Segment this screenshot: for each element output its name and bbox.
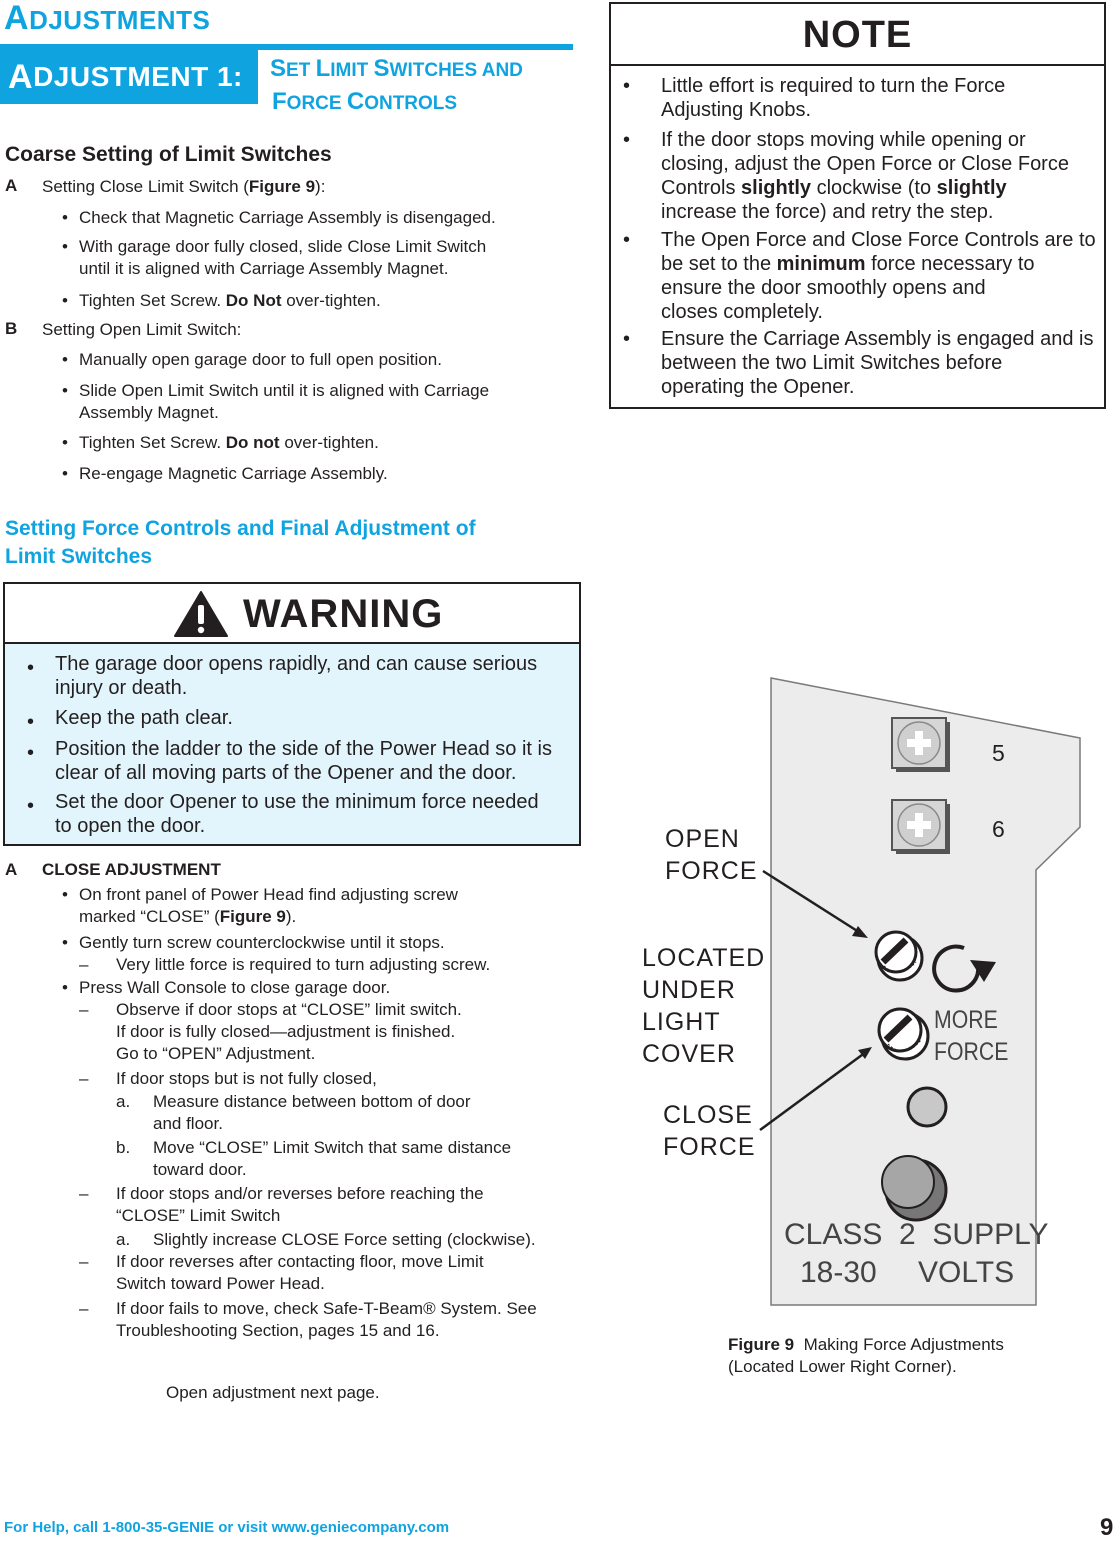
screw-6-icon [892,800,950,854]
bullet: • [27,711,35,733]
volts-label: VOLTS [918,1256,1015,1289]
bullet: • [62,885,68,904]
open-force-label: OPEN FORCE [665,825,758,885]
note-item-1: Little effort is required to turn the Force Adjusting Knobs. [661,75,1006,121]
bullet: • [27,795,35,817]
step-b-bullet-4: Re-engage Magnetic Carriage Assembly. [79,464,388,483]
bullet: • [62,291,68,310]
bullet: • [623,75,631,97]
close-adj-letter: A [5,860,18,879]
close-adj-sub-b: Move “CLOSE” Limit Switch that same distance toward door. [153,1138,512,1179]
sub-label-b: b. [116,1138,131,1157]
dash: – [79,955,89,974]
screw-6-label: 6 [992,816,1005,842]
coarse-heading: Coarse Setting of Limit Switches [5,143,332,166]
warning-item-2: Keep the path clear. [55,707,233,729]
step-a-bullet-3: Tighten Set Screw. Do Not over-tighten. [79,291,381,310]
warning-label: WARNING [243,592,444,636]
figure-9-caption: Figure 9 Making Force Adjustments (Located Lower Right Corner). [728,1335,1004,1376]
dash: – [79,1299,89,1318]
sub-label-a: a. [116,1230,131,1249]
note-item-3: The Open Force and Close Force Controls are to be set to the minimum force necessary to ensure the door smoothly opens and closes completely. [661,229,1096,323]
bullet: • [623,328,631,350]
close-adj-title: CLOSE ADJUSTMENT [42,860,221,879]
note-label: NOTE [802,14,913,56]
page-number: 9 [1100,1514,1114,1541]
screw-5-icon [892,718,950,772]
bullet: • [62,978,68,997]
dash: – [79,1184,89,1203]
bullet: • [62,208,68,227]
step-b-text: Setting Open Limit Switch: [42,320,242,339]
warning-header [5,584,579,644]
step-a-bullet-2: With garage door fully closed, slide Close Limit Switch until it is aligned with Carriage Assembly Magnet. [79,237,487,278]
section-title: ADJUSTMENTS [4,0,211,37]
light-cover-label: LOCATED UNDER LIGHT COVER [642,944,766,1068]
dash: – [79,1000,89,1019]
close-adj-dash-6: If door fails to move, check Safe-T-Beam® System. See Troubleshooting Section, pages 15 and 16. [116,1299,537,1340]
sub-label-a: a. [116,1092,131,1111]
bullet: • [27,742,35,764]
warning-item-4: Set the door Opener to use the minimum force needed to open the door. [55,791,539,837]
bullet: • [623,129,631,151]
screw-5-label: 5 [992,740,1005,766]
indicator-light-icon [908,1088,946,1126]
step-b-bullet-3: Tighten Set Screw. Do not over-tighten. [79,433,379,452]
note-box [609,2,1106,409]
bullet: • [62,464,68,483]
bullet: • [623,229,631,251]
adjustment-1-banner: A DJUSTMENT 1: [0,50,258,104]
close-adj-sub-a2: Slightly increase CLOSE Force setting (clockwise). [153,1230,536,1249]
close-adj-dash-4: If door stops and/or reverses before reaching the “CLOSE” Limit Switch [116,1184,484,1225]
note-header [611,4,1104,66]
dash: – [79,1252,89,1271]
more-force-label: MORE FORCE [934,1006,1009,1066]
continued-note: Open adjustment next page. [166,1383,380,1402]
warning-box [3,582,581,846]
close-adj-dash-5: If door reverses after contacting floor, move Limit Switch toward Power Head. [116,1252,484,1293]
step-b-bullet-1: Manually open garage door to full open position. [79,350,442,369]
force-controls-heading: Setting Force Controls and Final Adjustment of Limit Switches [5,517,476,568]
step-letter-b: B [5,319,18,338]
bullet: • [62,237,68,256]
warning-item-1: The garage door opens rapidly, and can cause serious injury or death. [55,653,538,699]
step-b-bullet-2: Slide Open Limit Switch until it is aligned with Carriage Assembly Magnet. [79,381,490,422]
help-footer: For Help, call 1-800-35-GENIE or visit www.geniecompany.com [4,1519,450,1536]
bullet: • [62,381,68,400]
voltage-range-label: 18-30 [800,1256,877,1289]
note-item-2: If the door stops moving while opening or closing, adjust the Open Force or Close Force Controls slightly clockwise (to slightly increase the force) and retry the step. [661,129,1069,223]
close-adj-bullet-3: Press Wall Console to close garage door. [79,978,391,997]
close-adj-dash-2: Observe if door stops at “CLOSE” limit switch. If door is fully closed—adjustment is finished. Go to “OPEN” Adjustment. [116,1000,462,1063]
note-item-4: Ensure the Carriage Assembly is engaged and is between the two Limit Switches before operating the Opener. [661,328,1094,398]
close-force-label: CLOSE FORCE [663,1101,756,1161]
step-a-bullet-1: Check that Magnetic Carriage Assembly is disengaged. [79,208,496,227]
close-adj-dash-1: Very little force is required to turn adjusting screw. [116,955,491,974]
dash: – [79,1069,89,1088]
bullet: • [62,350,68,369]
close-adj-sub-a: Measure distance between bottom of door and floor. [153,1092,471,1133]
step-letter-a: A [5,176,18,195]
close-adj-dash-3: If door stops but is not fully closed, [116,1069,377,1088]
bullet: • [62,933,68,952]
adjustment-1-subtitle: SET LIMIT SWITCHES AND FORCE CONTROLS [270,55,523,115]
class-supply-label: CLASS 2 SUPPLY [784,1218,1049,1251]
bullet: • [27,657,35,679]
warning-triangle-icon [173,590,229,638]
close-adj-bullet-1: On front panel of Power Head find adjusting screw marked “CLOSE” (Figure 9). [79,885,458,926]
warning-item-3: Position the ladder to the side of the Power Head so it is clear of all moving parts of the Opener and the door. [55,738,552,784]
close-adj-bullet-2: Gently turn screw counterclockwise until it stops. [79,933,445,952]
bullet: • [62,433,68,452]
step-a-text: Setting Close Limit Switch (Figure 9): [42,177,326,196]
